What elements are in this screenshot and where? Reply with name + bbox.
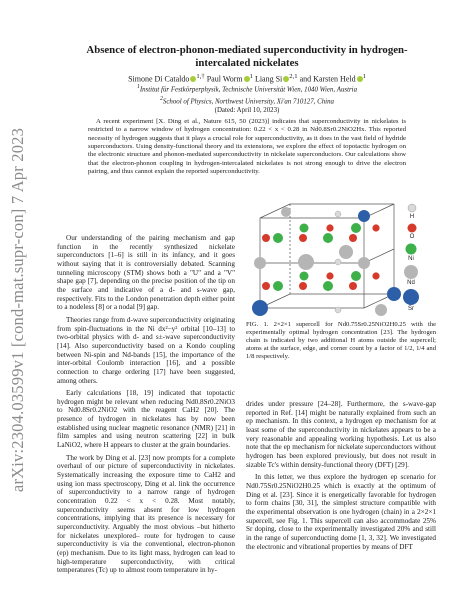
author-list: Simone Di Cataldo $^{1,\dagger}$ Paul Worm $^1$ Liang Si $^{2,1}$ and Karsten Held $^1$ (128, 73, 366, 84)
body-paragraph: Our understanding of the pairing mechanism and gap function in the recently synthesized nickelate superconductors [1–6] is still in its infancy, and it goes without saying that it is controversially debated. Scanning tunneling microscopy (STM) shows both a "U" and a "V" shape gap [7], depending on the precise position of the tip on the surface and indicative of a d- and s-wave gap, respectively. Fits to the London penetration depth either point to a nodeless [8] or a nodal [9] gap. (57, 234, 235, 312)
dated-line: (Dated: April 10, 2023) (214, 106, 280, 114)
body-paragraph: Theories range from d-wave superconductivity originating from spin-fluctuations in the Ni dx²−y² orbital [10–13] to two-orbital physics with d- and s±-wave superconductivity [14]. Also superconductivity based on a Kondo coupling between Ni-spin and Nd-bands [15], the importance of the inter-orbital Coulomb interaction [16], and a possible connection to charge ordering [17] have been suggested, among others. (57, 315, 235, 385)
figure-caption-text: 2×2×1 supercell for Nd0.75Sr0.25NiO2H0.25 with the experimentally optimal hydrogen concentration [23]. The hydrogen chain is indicated by two additional H atoms outside the supercell; atoms at the surface, edge, and corner count by a factor of 1/2, 1/4 and 1/8 respectively. (246, 321, 437, 361)
body-paragraph: In this letter, we thus explore the hydrogen ep scenario for Nd0.75Sr0.25NiO2H0.25 which is exactly at the optimum of Ding et al. [23]. Since it is energetically favorable for hydrogen to form chains [30, 31], the simplest structure compatible with the experimental observation is one hydrogen (chain) in a 2×2×1 supercell, see Fig. 1. This supercell can also accommodate 25% Sr doping, close to the experimentally investigated 20% and still in the range of superconducting dome [1, 3, 32]. We investigated the electronic and vibrational properties by means of DFT (246, 473, 436, 551)
atom-h-icon (406, 202, 418, 214)
atom-nd-icon (403, 264, 419, 280)
left-column-body (57, 234, 235, 579)
legend-item-ni: Ni (404, 242, 418, 262)
author-name: Simone Di Cataldo (128, 74, 190, 84)
author-name: and Karsten Held (299, 74, 356, 84)
legend-item-h: H (406, 202, 418, 220)
paper-title: Absence of electron-phonon-mediated superconductivity in hydrogen-intercalated nickelates (86, 44, 408, 69)
legend-item-sr: Sr (402, 288, 420, 312)
legend-item-nd: Nd (403, 264, 419, 286)
affiliation-line: $^1$Institut für Festkörperphysik, Technische Universität Wien, 1040 Wien, Austria (136, 84, 358, 94)
body-paragraph: Early calculations [18, 19] indicated that topotactic hydrogen might be relevant when reducing Nd0.8Sr0.2NiO3 to Nd0.8Sr0.2NiO2 with the reagent CaH2 [20]. The presence of hydrogen in nickelates has by now been established using nuclear magnetic resonance (NMR) [21] in film samples and using neutron scattering [22] in bulk LaNiO2, where H appears to cluster at the grain boundaries. (57, 389, 235, 450)
right-column-body (246, 400, 436, 555)
abstract: A recent experiment [X. Ding et al., Nature 615, 50 (2023)] indicates that superconductivity in nickelates is restricted to a narrow window of hydrogen concentration: 0.22 < x < 0.28 in Nd0.8Sr0.2NiO2Hx. This reported necessity of hydrogen suggests that it plays a crucial role for superconductivity, as it does in the vast field of hydride superconductors. Using density-functional theory and its extensions, we explore the effect of topotactic hydrogen on the electronic structure and phonon-mediated superconductivity in nickelate superconductors. Our calculations show that the electron-phonon coupling in hydrogen-intercalated nickelates is not strong enough to drive the electron pairing, and thus cannot explain the reported superconductivity. (88, 118, 406, 176)
atom-sr-icon (402, 288, 420, 306)
body-paragraph: The work by Ding et al. [23] now prompts for a complete overhaul of our picture of superconductivity in nickelates. Systematically increasing the exposure time to CaH2 and using ion mass spectroscopy, Ding et al. link the occurrence of superconductivity to a narrow range of hydrogen concentration 0.22 < x < 0.28. Most notably, superconductivity seems absent for low hydrogen concentrations, implying that its presence is necessary for superconductivity. Arguably the most obvious –but hitherto for nickelates unexplored– route for hydrogen to cause superconductivity is via the conventional, electron-phonon (ep) mechanism. Due to its light mass, hydrogen can lead to high-temperature superconductivity, with critical temperatures (Tc) up to almost room temperature in hy- (57, 453, 235, 575)
arxiv-identifier-stamp (4, 127, 32, 493)
body-paragraph: drides under pressure [24–28]. Furthermore, the s-wave-gap reported in Ref. [14] might be naturally explained from such an ep mechanism. In this context, a hydrogen ep mechanism for at least some of the superconductivity in nickelates appears to be a very reasonable and appealing working hypothesis. Let us also note that the ep mechanism for nickelate superconductors without hydrogen has been explored previously, but does not result in sizable Tc's within density-functional theory (DFT) [29]. (246, 400, 436, 469)
legend-item-o: O (406, 222, 418, 240)
atom-o-icon (406, 222, 418, 234)
crystal-structure-figure (246, 198, 436, 328)
affiliations (70, 83, 424, 115)
author-name: Liang Si (254, 74, 283, 84)
author-name: Paul Worm (206, 74, 243, 84)
figure-caption (246, 321, 436, 361)
atom-ni-icon (404, 242, 418, 256)
figure-caption-label: FIG. 1. (246, 321, 269, 328)
arxiv-identifier-text: arXiv:2304.03599v1 [cond-mat.supr-con] 7 Apr 2023 (8, 127, 27, 493)
affiliation-line: $^2$School of Physics, Northwest University, Xi'an 710127, China (160, 95, 334, 106)
